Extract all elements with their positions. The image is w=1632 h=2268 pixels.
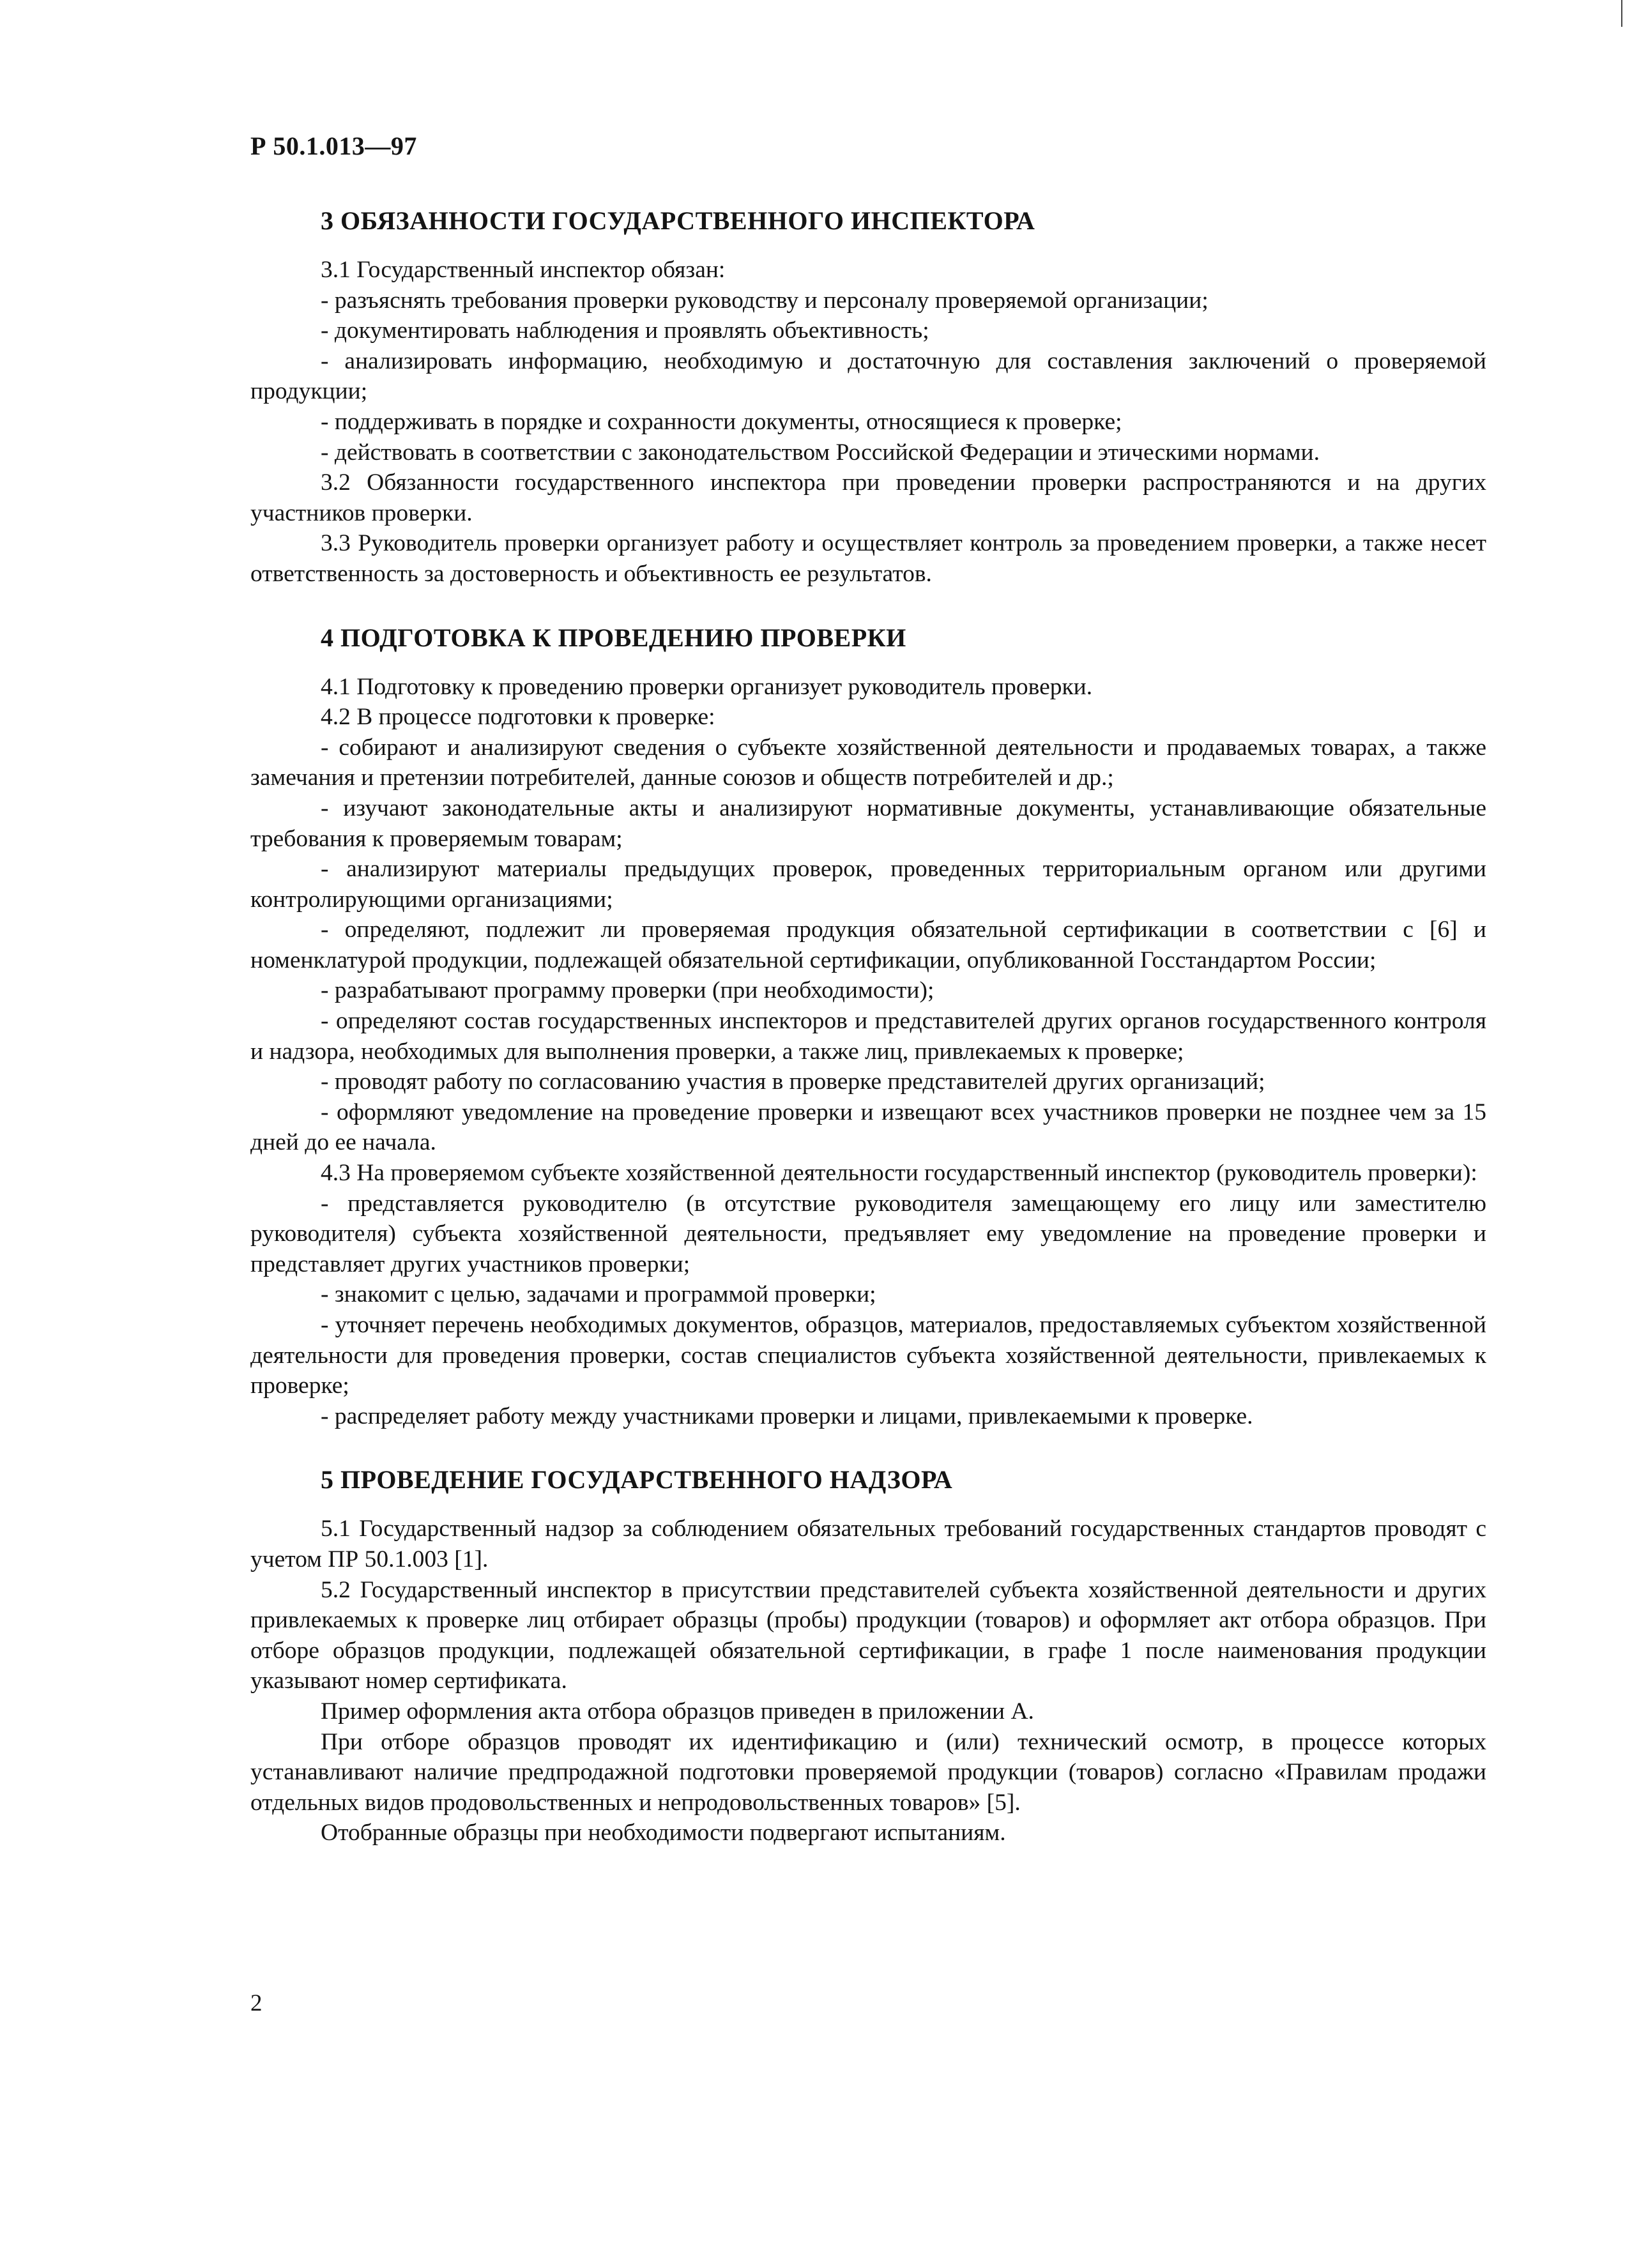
section-title: 3 ОБЯЗАННОСТИ ГОСУДАРСТВЕННОГО ИНСПЕКТОРА <box>321 206 1035 235</box>
paragraph: 3.2 Обязанности государственного инспектора при проведении проверки распространяются и на других участников проверки. <box>250 469 1486 526</box>
document-page <box>250 131 1486 1848</box>
paragraph: - распределяет работу между участниками проверки и лицами, привлекаемыми к проверке. <box>321 1403 1253 1429</box>
section-body <box>250 255 1486 590</box>
paragraph: - оформляют уведомление на проведение проверки и извещают всех участников проверки не позднее чем за 15 дней до ее начала. <box>250 1099 1486 1156</box>
paragraph: 4.3 На проверяемом субъекте хозяйственной деятельности государственный инспектор (руководитель проверки): <box>321 1160 1477 1187</box>
paragraph: - документировать наблюдения и проявлять объективность; <box>321 317 929 344</box>
paragraph: - анализировать информацию, необходимую и достаточную для составления заключений о проверяемой продукции; <box>250 347 1486 405</box>
section-4 <box>250 623 1486 1432</box>
paragraph: - изучают законодательные акты и анализируют нормативные документы, устанавливающие обязательные требования к проверяемым товарам; <box>250 795 1486 852</box>
paragraph: Пример оформления акта отбора образцов приведен в приложении А. <box>321 1698 1034 1724</box>
paragraph: - разрабатывают программу проверки (при необходимости); <box>321 977 934 1004</box>
paragraph: 4.1 Подготовку к проведению проверки организует руководитель проверки. <box>321 673 1093 700</box>
paragraph: 5.1 Государственный надзор за соблюдением обязательных требований государственных стандартов проводят с учетом ПР 50.1.003 [1]. <box>250 1516 1486 1572</box>
paragraph: Отобранные образцы при необходимости подвергают испытаниям. <box>321 1820 1006 1846</box>
section-body <box>250 1514 1486 1848</box>
paragraph: - определяют, подлежит ли проверяемая продукция обязательной сертификации в соответствии с [6] и номенклатурой продукции, подлежащей обязательной сертификации, опубликованной Госстандартом России; <box>250 917 1486 973</box>
paragraph: 5.2 Государственный инспектор в присутствии представителей субъекта хозяйственной деятельности и других привлекаемых к проверке лиц отбирает образцы (пробы) продукции (товаров) и оформляет акт отбора образцов. При отборе образцов продукции, подлежащей обязательной сертификации, в графе 1 после наименования продукции указывают номер сертификата. <box>250 1576 1486 1694</box>
section-body <box>250 672 1486 1432</box>
paragraph: - анализируют материалы предыдущих проверок, проведенных территориальным органом или другими контролирующими организациями; <box>250 856 1486 913</box>
paragraph: 3.3 Руководитель проверки организует работу и осуществляет контроль за проведением проверки, а также несет ответственность за достоверность и объективность ее результатов. <box>250 530 1486 587</box>
section-title: 5 ПРОВЕДЕНИЕ ГОСУДАРСТВЕННОГО НАДЗОРА <box>321 1465 953 1495</box>
paragraph: - проводят работу по согласованию участия в проверке представителей других организаций; <box>321 1069 1265 1095</box>
section-3 <box>250 206 1486 590</box>
paragraph: - собирают и анализируют сведения о субъекте хозяйственной деятельности и продаваемых товарах, а также замечания и претензии потребителей, данные союзов и обществ потребителей и др.; <box>250 734 1486 791</box>
paragraph: 4.2 В процессе подготовки к проверке: <box>321 704 715 731</box>
scan-edge-mark <box>1621 0 1622 27</box>
section-title: 4 ПОДГОТОВКА К ПРОВЕДЕНИЮ ПРОВЕРКИ <box>321 623 906 652</box>
paragraph: - представляется руководителю (в отсутствие руководителя замещающему его лицу или заместителю руководителя) субъекта хозяйственной деятельности, предъявляет ему уведомление на проведение проверки и представляет других участников проверки; <box>250 1190 1486 1277</box>
paragraph: - разъяснять требования проверки руководству и персоналу проверяемой организации; <box>321 287 1209 314</box>
paragraph: - действовать в соответствии с законодательством Российской Федерации и этическими нормами. <box>321 439 1320 466</box>
paragraph: - уточняет перечень необходимых документов, образцов, материалов, предоставляемых субъектом хозяйственной деятельности для проведения проверки, состав специалистов субъекта хозяйственной деятельности, привлекаемых к проверке; <box>250 1312 1486 1399</box>
paragraph: 3.1 Государственный инспектор обязан: <box>321 257 726 283</box>
paragraph: - поддерживать в порядке и сохранности документы, относящиеся к проверке; <box>321 408 1122 435</box>
document-code: Р 50.1.013—97 <box>250 132 417 160</box>
section-5 <box>250 1465 1486 1848</box>
paragraph: - определяют состав государственных инспекторов и представителей других органов государственного контроля и надзора, необходимых для выполнения проверки, а также лиц, привлекаемых к проверке; <box>250 1008 1486 1065</box>
paragraph: - знакомит с целью, задачами и программой проверки; <box>321 1281 876 1308</box>
paragraph: При отборе образцов проводят их идентификацию и (или) технический осмотр, в процессе которых устанавливают наличие предпродажной подготовки проверяемой продукции (товаров) согласно «Правилам продажи отдельных видов продовольственных и непродовольственных товаров» [5]. <box>250 1728 1486 1816</box>
page-number: 2 <box>250 1990 263 2016</box>
